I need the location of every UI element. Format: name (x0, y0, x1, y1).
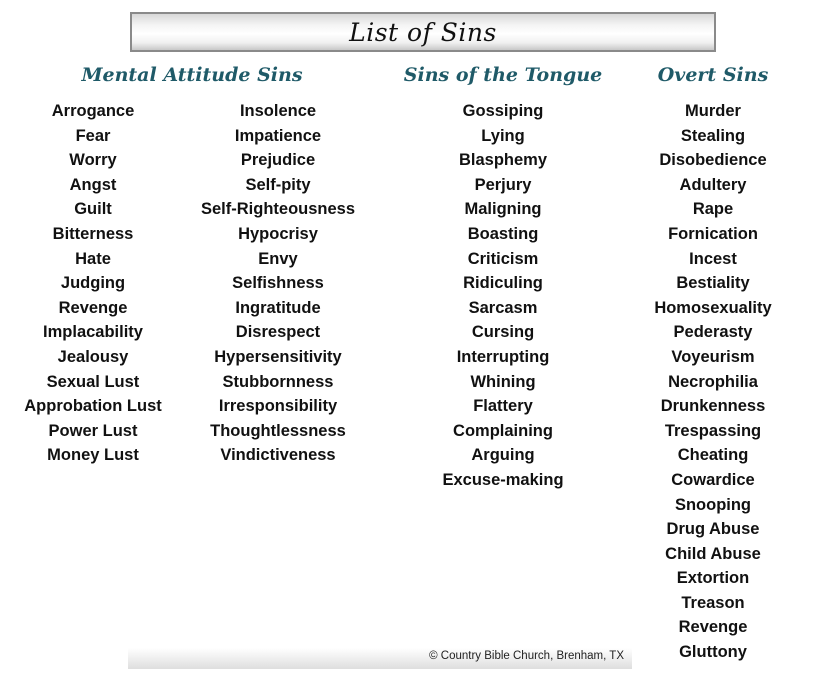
sin-list-item: Trespassing (664, 421, 762, 440)
sin-list-item: Voyeurism (671, 347, 755, 366)
sin-list-item: Cursing (471, 323, 535, 342)
sin-list-item: Revenge (678, 618, 748, 637)
sin-list-item: Flattery (473, 397, 533, 416)
sin-list-item: Hate (75, 249, 111, 268)
sin-list-item: Sexual Lust (46, 372, 140, 391)
sin-list-item: Angst (69, 175, 117, 194)
sin-list-item: Disrespect (235, 323, 321, 342)
sin-list-item: Bestiality (676, 274, 750, 293)
sin-list-item: Boasting (467, 224, 539, 243)
sin-list-item: Snooping (674, 495, 752, 514)
sin-list-item: Hypocrisy (238, 224, 318, 243)
sin-list-item: Hypersensitivity (214, 347, 342, 366)
sin-list-item: Excuse-making (442, 470, 564, 489)
mental-sins-list-1 (24, 99, 161, 468)
sin-list-item: Ingratitude (235, 298, 321, 317)
heading-overt-sins: Overt Sins (657, 64, 769, 86)
sin-list-item: Sarcasm (468, 298, 538, 317)
mental-sins-list-2 (201, 99, 355, 468)
sin-list-item: Interrupting (456, 347, 550, 366)
page-title: List of Sins (349, 17, 497, 47)
sin-list-item: Guilt (74, 200, 112, 219)
sin-list-item: Power Lust (48, 421, 138, 440)
title-banner (130, 12, 716, 52)
sin-list-item: Drug Abuse (666, 520, 760, 539)
footer-bar (128, 648, 632, 669)
sin-list-item: Arrogance (51, 102, 135, 120)
sin-list-item: Criticism (467, 249, 539, 268)
sin-list-item: Fear (75, 126, 111, 145)
heading-sins-of-the-tongue: Sins of the Tongue (403, 64, 603, 86)
sin-list-item: Lying (481, 126, 525, 145)
sin-list-item: Insolence (239, 102, 317, 120)
sin-list-item: Judging (60, 274, 126, 293)
sin-list-item: Adultery (679, 175, 747, 194)
sin-list-item: Perjury (474, 175, 532, 194)
tongue-sins-list (442, 99, 563, 493)
sin-list-item: Implacability (43, 323, 143, 342)
sin-list-item: Fornication (668, 224, 758, 243)
sin-list-item: Blasphemy (458, 151, 548, 170)
sin-list-item: Selfishness (232, 274, 324, 293)
sin-list-item: Incest (689, 249, 737, 268)
sin-list-item: Homosexuality (654, 298, 772, 317)
sin-list-item: Impatience (234, 126, 322, 145)
sin-list-item: Complaining (453, 421, 553, 440)
sin-list-item: Worry (69, 151, 117, 170)
sin-list-item: Stealing (680, 126, 746, 145)
sin-list-item: Murder (685, 102, 741, 120)
sin-list-item: Self-Righteousness (200, 200, 356, 219)
overt-sins-list (654, 99, 771, 665)
sin-list-item: Revenge (58, 298, 128, 317)
sin-list-item: Cheating (677, 446, 749, 465)
sin-list-item: Pederasty (673, 323, 753, 342)
sin-list-item: Gluttony (679, 643, 747, 662)
sin-list-item: Jealousy (57, 347, 129, 366)
sin-list-item: Bitterness (52, 224, 134, 243)
sin-list-item: Disobedience (659, 151, 767, 170)
sin-list-item: Drunkenness (660, 397, 766, 416)
sin-list-item: Child Abuse (665, 544, 761, 563)
heading-mental-attitude-sins: Mental Attitude Sins (81, 64, 303, 86)
sin-list-item: Prejudice (240, 151, 316, 170)
sin-list-item: Cowardice (671, 470, 755, 489)
copyright-text: © Country Bible Church, Brenham, TX (429, 650, 624, 662)
sin-list-item: Necrophilia (668, 372, 758, 391)
sin-list-item: Thoughtlessness (210, 421, 346, 440)
sin-list-item: Rape (692, 200, 734, 219)
sin-list-item: Irresponsibility (218, 397, 338, 416)
sin-list-item: Gossiping (462, 102, 544, 120)
sin-list-item: Arguing (471, 446, 535, 465)
sin-list-item: Whining (470, 372, 536, 391)
sin-list-item: Treason (681, 593, 745, 612)
sin-list-item: Money Lust (47, 446, 139, 465)
sin-list-item: Envy (258, 249, 298, 268)
sin-list-item: Extortion (676, 569, 750, 588)
sin-list-item: Ridiculing (463, 274, 543, 293)
sin-list-item: Vindictiveness (220, 446, 336, 465)
sin-list-item: Approbation Lust (24, 397, 162, 416)
sin-list-item: Self-pity (245, 175, 311, 194)
sin-list-item: Stubbornness (222, 372, 334, 391)
sin-list-item: Maligning (464, 200, 542, 219)
